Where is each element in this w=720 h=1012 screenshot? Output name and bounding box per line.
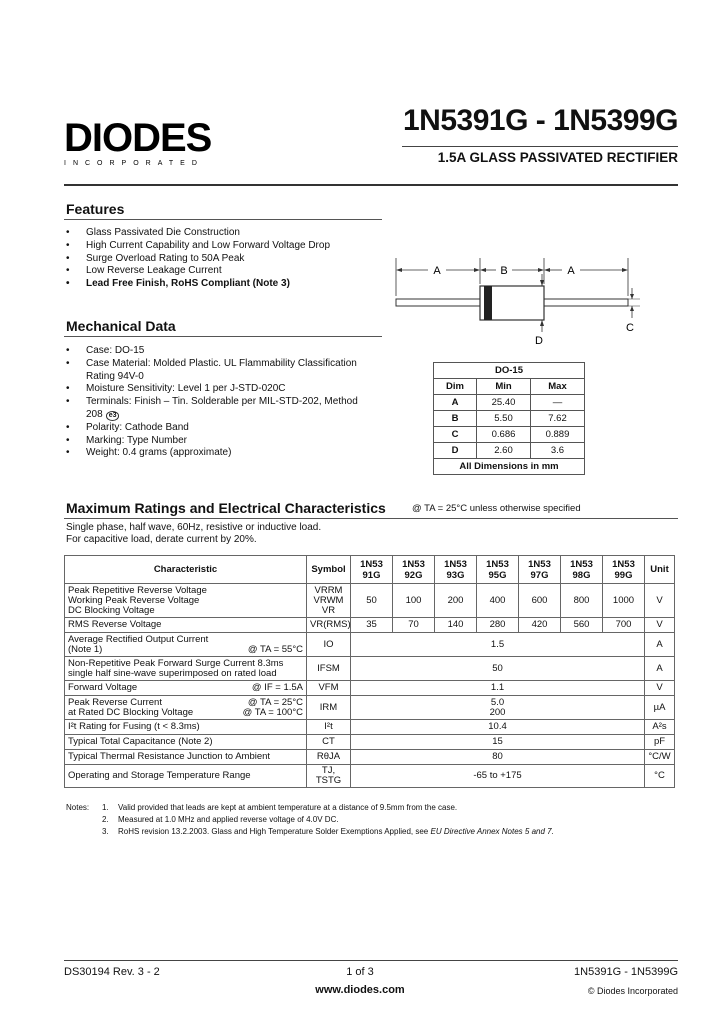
value-cell: 800: [561, 584, 603, 618]
symbol-text: VRWM: [313, 594, 344, 606]
footer-divider: [64, 960, 678, 961]
value-cell: 50: [351, 584, 393, 618]
feature-item: • Lead Free Finish, RoHS Compliant (Note 3): [64, 278, 384, 291]
col-part: 1N53 93G: [435, 556, 477, 584]
condition-text: @ TA = 100°C: [242, 706, 303, 718]
characteristic-cell: Typical Thermal Resistance Junction to Ambient: [65, 750, 307, 765]
value-cell: 140: [435, 618, 477, 633]
col-part: 1N53 92G: [393, 556, 435, 584]
ratings-title: Maximum Ratings and Electrical Characteristics: [66, 500, 386, 516]
symbol-cell: TJ, TSTG: [307, 765, 351, 788]
feature-item: • High Current Capability and Low Forward Voltage Drop: [64, 240, 384, 253]
footer-part-number: 1N5391G - 1N5399G: [574, 966, 678, 978]
table-row: [65, 735, 675, 750]
characteristic-cell: [65, 696, 307, 720]
note-text: Valid provided that leads are kept at ambient temperature at a distance of 9.5mm from the case.: [118, 803, 458, 812]
product-subtitle: 1.5A GLASS PASSIVATED RECTIFIER: [437, 150, 678, 165]
note-text: [118, 826, 678, 837]
col-part: 1N53 99G: [603, 556, 645, 584]
note-number: 3.: [102, 827, 109, 836]
dims-cell: 5.50: [477, 411, 531, 427]
dims-cell: 7.62: [530, 411, 584, 427]
table-row: [434, 443, 585, 459]
rohs-e3-icon: e3: [106, 411, 120, 421]
dims-title: DO-15: [434, 363, 585, 379]
char-text: Non-Repetitive Peak Forward Surge Current 8.3ms: [68, 657, 284, 669]
note-text: Measured at 1.0 MHz and applied reverse voltage of 4.0V DC.: [118, 815, 339, 824]
value-cell: 400: [477, 584, 519, 618]
notes-label: Notes:: [66, 803, 90, 812]
website-link[interactable]: www.diodes.com: [315, 984, 405, 996]
unit-cell: A²s: [645, 720, 675, 735]
value-cell: -65 to +175: [351, 765, 645, 788]
mechanical-item: • Case: DO-15: [64, 345, 374, 358]
terminals-text: Terminals: Finish – Tin. Solderable per MIL-STD-202, Method 208: [86, 396, 358, 420]
note-text-italic: EU Directive Annex Notes 5 and 7.: [430, 827, 554, 836]
symbol-text: VR: [321, 604, 336, 616]
value-cell: 1.5: [351, 633, 645, 657]
unit-cell: V: [645, 681, 675, 696]
characteristic-cell: I²t Rating for Fusing (t < 8.3ms): [65, 720, 307, 735]
mechanical-list: [64, 345, 374, 460]
dims-footer: All Dimensions in mm: [434, 459, 585, 475]
table-row: [65, 765, 675, 788]
symbol-cell: [307, 584, 351, 618]
title-divider: [402, 146, 678, 147]
mechanical-item: • Marking: Type Number: [64, 435, 374, 448]
char-text: Peak Reverse Current: [68, 696, 162, 708]
dims-cell: —: [530, 395, 584, 411]
condition-text: @ TA = 55°C: [247, 643, 303, 655]
dims-cell: A: [434, 395, 477, 411]
features-title: Features: [66, 201, 125, 217]
table-row: [434, 427, 585, 443]
value-cell: [351, 696, 645, 720]
ratings-intro-2: For capacitive load, derate current by 20%.: [66, 534, 257, 545]
ratings-underline: [64, 518, 678, 519]
dims-cell: B: [434, 411, 477, 427]
unit-cell: V: [645, 618, 675, 633]
value-cell: 280: [477, 618, 519, 633]
unit-cell: °C/W: [645, 750, 675, 765]
table-row: [65, 720, 675, 735]
value-cell: 700: [603, 618, 645, 633]
mechanical-title: Mechanical Data: [66, 318, 176, 334]
value-cell: 70: [393, 618, 435, 633]
characteristic-cell: Operating and Storage Temperature Range: [65, 765, 307, 788]
copyright-text: © Diodes Incorporated: [587, 986, 678, 996]
value-cell: 420: [519, 618, 561, 633]
table-row: [65, 681, 675, 696]
mechanical-underline: [64, 336, 382, 337]
symbol-cell: I²t: [307, 720, 351, 735]
value-cell: 600: [519, 584, 561, 618]
dim-label-d: D: [535, 335, 543, 347]
col-unit: Unit: [645, 556, 675, 584]
do15-package-drawing: [384, 250, 684, 350]
feature-item: • Glass Passivated Die Construction: [64, 227, 384, 240]
value-cell: 10.4: [351, 720, 645, 735]
unit-cell: A: [645, 657, 675, 681]
characteristic-cell: Typical Total Capacitance (Note 2): [65, 735, 307, 750]
table-row: [65, 584, 675, 618]
logo-wordmark: DIODES: [64, 116, 212, 160]
unit-cell: A: [645, 633, 675, 657]
symbol-cell: IFSM: [307, 657, 351, 681]
char-text: Working Peak Reverse Voltage: [68, 594, 200, 606]
value-cell: 80: [351, 750, 645, 765]
dim-label-a-right: A: [567, 265, 575, 277]
unit-cell: pF: [645, 735, 675, 750]
dims-cell: D: [434, 443, 477, 459]
feature-item: • Low Reverse Leakage Current: [64, 265, 384, 278]
cathode-band: [484, 286, 492, 320]
symbol-cell: IO: [307, 633, 351, 657]
symbol-cell: RθJA: [307, 750, 351, 765]
condition-text: @ TA = 25°C: [247, 696, 303, 708]
mechanical-item: • Case Material: Molded Plastic. UL Flammability Classification Rating 94V-0: [64, 358, 374, 384]
dims-cell: 25.40: [477, 395, 531, 411]
mechanical-item: [64, 396, 374, 422]
features-underline: [64, 219, 382, 220]
value-cell: 560: [561, 618, 603, 633]
dims-cell: 0.686: [477, 427, 531, 443]
unit-cell: µA: [645, 696, 675, 720]
right-lead: [544, 299, 628, 306]
unit-cell: V: [645, 584, 675, 618]
characteristic-cell: RMS Reverse Voltage: [65, 618, 307, 633]
dim-label-a-left: A: [433, 265, 441, 277]
characteristic-cell: [65, 584, 307, 618]
dims-cell: C: [434, 427, 477, 443]
feature-item: • Surge Overload Rating to 50A Peak: [64, 253, 384, 266]
value-cell: 50: [351, 657, 645, 681]
mechanical-item: • Polarity: Cathode Band: [64, 422, 374, 435]
value-cell: 1000: [603, 584, 645, 618]
left-lead: [396, 299, 480, 306]
dim-label-b: B: [500, 265, 508, 277]
value-cell: 100: [393, 584, 435, 618]
char-text: at Rated DC Blocking Voltage: [68, 706, 194, 718]
dims-header: Dim: [434, 379, 477, 395]
char-text: (Note 1): [68, 643, 103, 655]
unit-cell: °C: [645, 765, 675, 788]
char-text: Forward Voltage: [68, 682, 138, 693]
condition-text: @ IF = 1.5A: [251, 682, 303, 693]
char-text: DC Blocking Voltage: [68, 604, 155, 616]
symbol-cell: VFM: [307, 681, 351, 696]
col-part: 1N53 98G: [561, 556, 603, 584]
note-text-body: RoHS revision 13.2.2003. Glass and High Temperature Solder Exemptions Applied, see: [118, 827, 431, 836]
value-cell: 35: [351, 618, 393, 633]
characteristic-cell: [65, 681, 307, 696]
dimensions-table: [433, 362, 585, 475]
table-row: [65, 633, 675, 657]
dims-header: Min: [477, 379, 531, 395]
char-line: [68, 645, 303, 655]
col-characteristic: Characteristic: [65, 556, 307, 584]
header-divider: [64, 184, 678, 186]
dims-header: Max: [530, 379, 584, 395]
table-row: [65, 696, 675, 720]
characteristic-cell: [65, 633, 307, 657]
char-text: Average Rectified Output Current: [68, 633, 209, 645]
part-number-title: 1N5391G - 1N5399G: [402, 104, 678, 137]
char-text: Peak Repetitive Reverse Voltage: [68, 584, 207, 596]
dims-cell: 3.6: [530, 443, 584, 459]
col-part: 1N53 95G: [477, 556, 519, 584]
col-part: 1N53 91G: [351, 556, 393, 584]
table-row: [65, 618, 675, 633]
mechanical-item: • Weight: 0.4 grams (approximate): [64, 447, 374, 460]
dims-cell: 2.60: [477, 443, 531, 459]
ratings-condition: @ TA = 25°C unless otherwise specified: [412, 503, 581, 514]
value-cell: 1.1: [351, 681, 645, 696]
characteristic-cell: [65, 657, 307, 681]
symbol-cell: CT: [307, 735, 351, 750]
ratings-table: [64, 555, 675, 788]
char-text: single half sine-wave superimposed on rated load: [68, 667, 277, 679]
value-text: 200: [489, 706, 506, 718]
company-logo: [64, 118, 234, 168]
table-row: [65, 750, 675, 765]
doc-number: DS30194 Rev. 3 - 2: [64, 966, 160, 978]
value-cell: 15: [351, 735, 645, 750]
note-number: 1.: [102, 803, 109, 812]
col-part: 1N53 97G: [519, 556, 561, 584]
features-list: [64, 227, 384, 291]
logo-subtext: INCORPORATED: [64, 160, 204, 167]
dim-label-c: C: [626, 322, 634, 334]
note-number: 2.: [102, 815, 109, 824]
value-cell: 200: [435, 584, 477, 618]
page-number: 1 of 3: [346, 966, 374, 978]
col-symbol: Symbol: [307, 556, 351, 584]
dims-cell: 0.889: [530, 427, 584, 443]
mechanical-item: • Moisture Sensitivity: Level 1 per J-STD-020C: [64, 383, 374, 396]
ratings-intro-1: Single phase, half wave, 60Hz, resistive or inductive load.: [66, 522, 322, 533]
table-row: [434, 395, 585, 411]
value-text: 5.0: [490, 696, 505, 708]
char-line: [68, 708, 303, 718]
symbol-cell: VR(RMS): [307, 618, 351, 633]
table-row: [434, 411, 585, 427]
table-row: [65, 657, 675, 681]
symbol-text: VRRM: [314, 584, 343, 596]
symbol-cell: IRM: [307, 696, 351, 720]
